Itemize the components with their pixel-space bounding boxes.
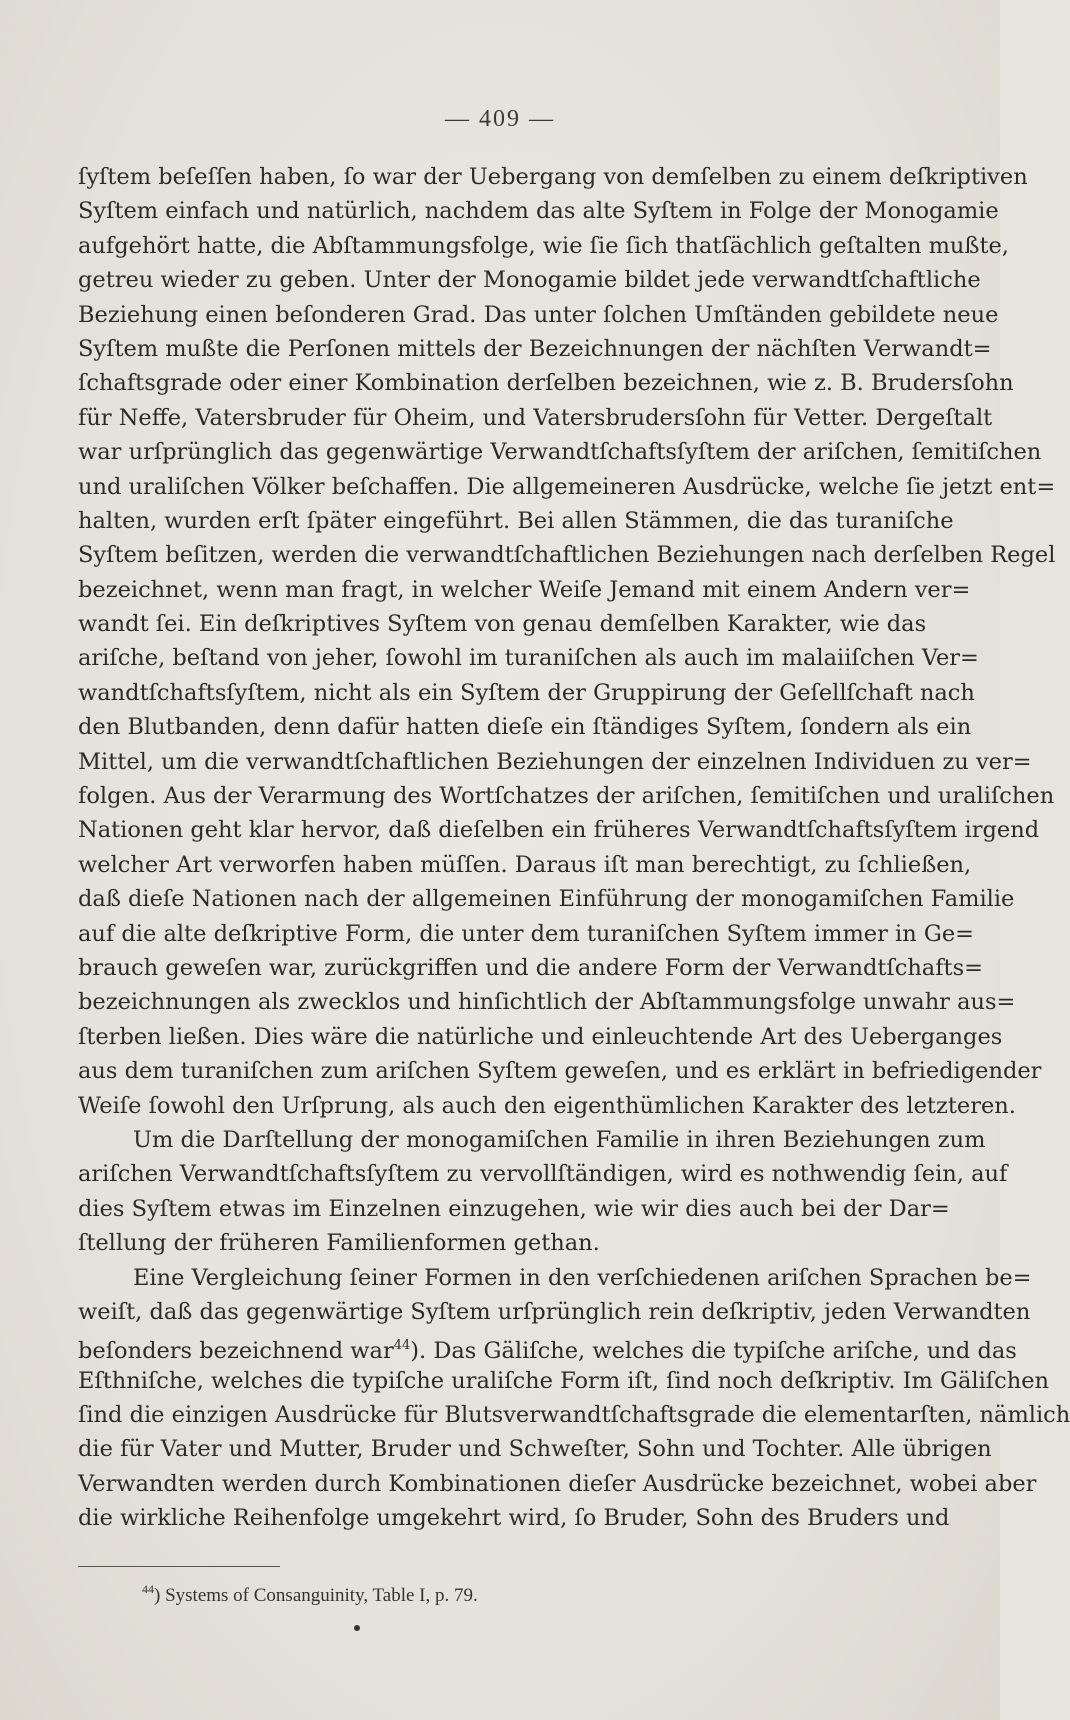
text-line: weiſt, daß das gegenwärtige Syſtem urſprünglich rein deſkriptiv, jeden Verwandten [78, 1298, 1031, 1325]
text-line: war urſprünglich das gegenwärtige Verwandtſchaftsſyſtem der ariſchen, ſemitiſchen [78, 439, 1042, 466]
text-line: Eſthniſche, welches die typiſche uraliſche Form iſt, ſind noch deſkriptiv. Im Gäliſchen [78, 1367, 1050, 1394]
text-line: Verwandten werden durch Kombinationen dieſer Ausdrücke bezeichnet, wobei aber [78, 1470, 1037, 1497]
text-line: bezeichnungen als zwecklos und hinſichtlich der Abſtammungsfolge unwahr aus= [78, 989, 1016, 1016]
page-number: — 409 — [445, 106, 555, 132]
text-line: ſtellung der früheren Familienformen gethan. [78, 1230, 600, 1257]
text-line: Beziehung einen beſonderen Grad. Das unter ſolchen Umſtänden gebildete neue [78, 301, 999, 328]
text-line: und uraliſchen Völker beſchaffen. Die allgemeineren Ausdrücke, welche ſie jetzt ent= [78, 473, 1056, 500]
text-line: Nationen geht klar hervor, daß dieſelben ein früheres Verwandtſchaftsſyſtem irgend [78, 817, 1040, 844]
text-line: ariſchen Verwandtſchaftsſyſtem zu vervollſtändigen, wird es nothwendig ſein, auf [78, 1161, 1008, 1188]
text-line: ſterben ließen. Dies wäre die natürliche und einleuchtende Art des Ueberganges [78, 1023, 1003, 1050]
text-line: den Blutbanden, denn dafür hatten dieſe ein ſtändiges Syſtem, ſondern als ein [78, 714, 972, 741]
text-line: Weiſe ſowohl den Urſprung, als auch den eigenthümlichen Karakter des letzteren. [78, 1092, 1016, 1119]
text-line: Syſtem beſitzen, werden die verwandtſchaftlichen Beziehungen nach derſelben Regel [78, 542, 1056, 569]
text-fragment: ). Das Gäliſche, welches die typiſche ariſche, und das [410, 1338, 1017, 1365]
footnote-number: 44 [142, 1582, 154, 1596]
text-line: die für Vater und Mutter, Bruder und Schweſter, Sohn und Tochter. Alle übrigen [78, 1436, 992, 1463]
text-line: bezeichnet, wenn man fragt, in welcher Weiſe Jemand mit einem Andern ver= [78, 576, 971, 603]
print-speck [354, 1625, 360, 1631]
text-line: aufgehört hatte, die Abſtammungsfolge, wie ſie ſich thatſächlich geſtalten mußte, [78, 232, 1009, 259]
footnote-text: ) Systems of Consanguinity, Table I, p. 79. [154, 1585, 478, 1606]
text-line: ſind die einzigen Ausdrücke für Blutsverwandtſchaftsgrade die elementarſten, nämlich [78, 1402, 1070, 1429]
body-text [78, 160, 1070, 1536]
text-line: ſchaftsgrade oder einer Kombination derſelben bezeichnen, wie z. B. Brudersſohn [78, 370, 1014, 397]
text-line: auf die alte deſkriptive Form, die unter dem turaniſchen Syſtem immer in Ge= [78, 920, 975, 947]
text-line: folgen. Aus der Verarmung des Wortſchatzes der ariſchen, ſemitiſchen und uraliſchen [78, 783, 1055, 810]
text-line: halten, wurden erſt ſpäter eingeführt. Bei allen Stämmen, die das turaniſche [78, 507, 954, 534]
text-line: Eine Vergleichung ſeiner Formen in den verſchiedenen ariſchen Sprachen be= [133, 1264, 1032, 1291]
text-line: welcher Art verworfen haben müſſen. Daraus iſt man berechtigt, zu ſchließen, [78, 851, 972, 878]
text-line-with-footnote-ref [78, 1329, 1017, 1365]
footnote [142, 1582, 478, 1607]
text-line: Syſtem mußte die Perſonen mittels der Bezeichnungen der nächſten Verwandt= [78, 335, 992, 362]
text-fragment: beſonders bezeichnend war [78, 1338, 394, 1365]
text-line: Mittel, um die verwandtſchaftlichen Beziehungen der einzelnen Individuen zu ver= [78, 748, 1032, 775]
text-line: brauch geweſen war, zurückgriffen und die andere Form der Verwandtſchafts= [78, 954, 983, 981]
text-line: ariſche, beſtand von jeher, ſowohl im turaniſchen als auch im malaiiſchen Ver= [78, 645, 979, 672]
text-line: getreu wieder zu geben. Unter der Monogamie bildet jede verwandtſchaftliche [78, 267, 981, 294]
text-line: dies Syſtem etwas im Einzelnen einzugehen, wie wir dies auch bei der Dar= [78, 1195, 950, 1222]
text-line: wandt ſei. Ein deſkriptives Syſtem von genau demſelben Karakter, wie das [78, 611, 927, 638]
text-line: aus dem turaniſchen zum ariſchen Syſtem geweſen, und es erklärt in befriedigender [78, 1058, 1042, 1085]
footnote-divider [78, 1566, 280, 1567]
text-line: Um die Darſtellung der monogamiſchen Familie in ihren Beziehungen zum [133, 1126, 986, 1153]
footnote-reference[interactable]: 44 [393, 1338, 411, 1354]
text-line: die wirkliche Reihenfolge umgekehrt wird, ſo Bruder, Sohn des Bruders und [78, 1505, 950, 1532]
text-line: ſyſtem beſeſſen haben, ſo war der Uebergang von demſelben zu einem deſkriptiven [78, 164, 1028, 190]
text-line: daß dieſe Nationen nach der allgemeinen Einführung der monogamiſchen Familie [78, 886, 1015, 913]
text-line: Syſtem einfach und natürlich, nachdem das alte Syſtem in Folge der Monogamie [78, 198, 999, 225]
text-line: wandtſchaftsſyſtem, nicht als ein Syſtem der Gruppirung der Geſellſchaft nach [78, 679, 975, 706]
text-line: für Neffe, Vatersbruder für Oheim, und Vatersbrudersſohn für Vetter. Dergeſtalt [78, 404, 993, 431]
